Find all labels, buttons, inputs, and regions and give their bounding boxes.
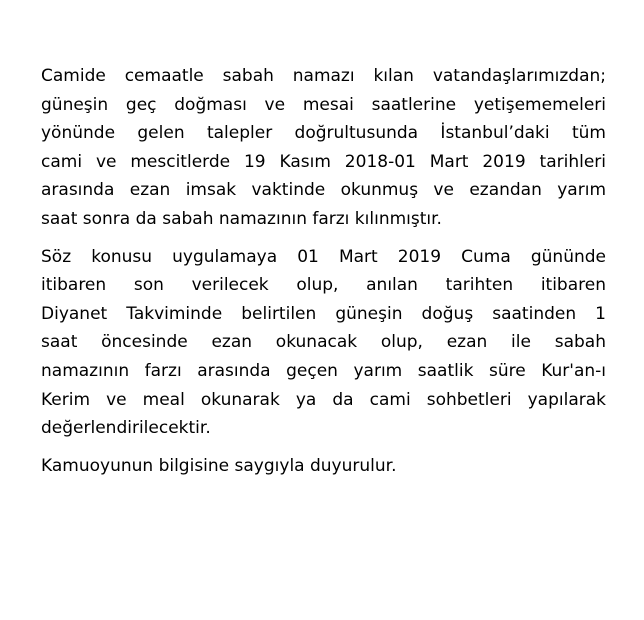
text-line: arasında ezan imsak vaktinde okunmuş ve ezandan yarım	[41, 180, 606, 201]
text-line: saat sonra da sabah namazının farzı kılınmıştır.	[41, 208, 442, 229]
text-line: yönünde gelen talepler doğrultusunda İstanbul’daki tüm	[41, 123, 606, 144]
paragraph-3	[41, 452, 606, 481]
text-line: Diyanet Takviminde belirtilen güneşin doğuş saatinden 1	[41, 303, 606, 324]
text-line: Kerim ve meal okunarak ya da cami sohbetleri yapılarak	[41, 389, 606, 410]
text-line: Söz konusu uygulamaya 01 Mart 2019 Cuma gününde	[41, 246, 606, 267]
text-line: namazının farzı arasında geçen yarım saatlik süre Kur'an-ı	[41, 360, 606, 381]
paragraph-1	[41, 62, 606, 234]
text-line: Camide cemaatle sabah namazı kılan vatandaşlarımızdan;	[41, 66, 606, 86]
text-line: saat öncesinde ezan okunacak olup, ezan ile sabah	[41, 332, 606, 353]
text-line: itibaren son verilecek olup, anılan tarihten itibaren	[41, 275, 606, 296]
paragraph-2	[41, 243, 606, 443]
text-line: güneşin geç doğması ve mesai saatlerine yetişememeleri	[41, 94, 606, 115]
announcement-document	[41, 62, 606, 489]
text-line: cami ve mescitlerde 19 Kasım 2018-01 Mart 2019 tarihleri	[41, 151, 606, 172]
text-line: Kamuoyunun bilgisine saygıyla duyurulur.	[41, 455, 397, 476]
text-line: değerlendirilecektir.	[41, 418, 211, 439]
